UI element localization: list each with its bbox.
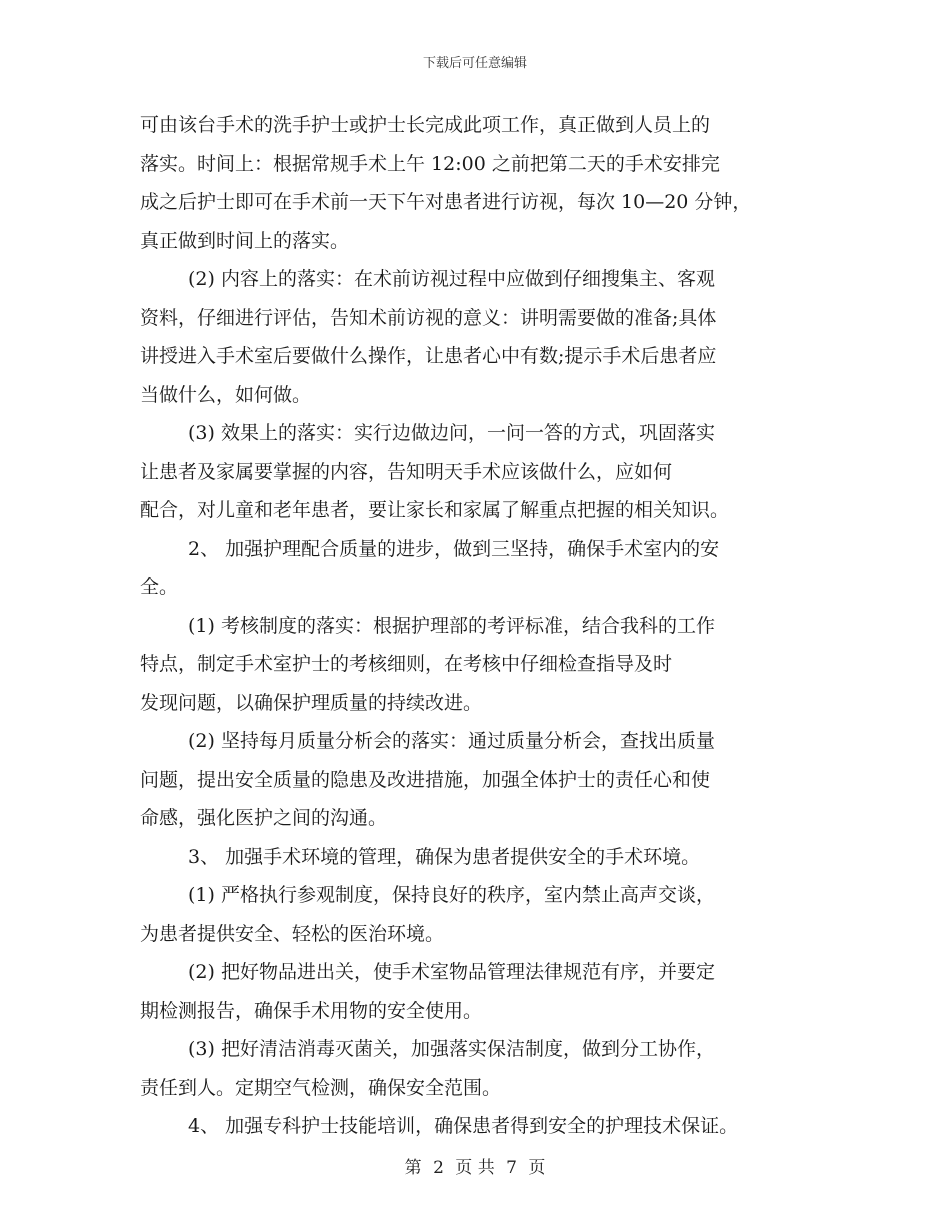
text-line: (3) 把好清洁消毒灭菌关，加强落实保洁制度，做到分工协作， — [188, 1038, 715, 1060]
section-heading: 4、 加强专科护士技能培训，确保患者得到安全的护理技术保证。 — [188, 1115, 739, 1137]
text-line: 讲授进入手术室后要做什么操作，让患者心中有数;提示手术后患者应 — [140, 345, 717, 367]
text-line: 发现问题，以确保护理质量的持续改进。 — [140, 691, 483, 714]
text-line: (1) 考核制度的落实：根据护理部的考评标准，结合我科的工作 — [188, 614, 715, 637]
text-line: 命感，强化医护之间的沟通。 — [140, 807, 388, 829]
footer-prefix: 第 — [404, 1158, 422, 1178]
text-line: 期检测报告，确保手术用物的安全使用。 — [140, 999, 483, 1022]
text-line: (3) 效果上的落实：实行边做边问，一问一答的方式，巩固落实 — [188, 422, 715, 444]
footer-middle: 页 共 — [455, 1158, 495, 1178]
text-line: (1) 严格执行参观制度，保持良好的秩序，室内禁止高声交谈， — [188, 884, 715, 906]
text-line: (2) 内容上的落实：在术前访视过程中应做到仔细搜集主、客观 — [188, 268, 715, 290]
text-line: 落实。时间上：根据常规手术上午 12:00 之前把第二天的手术安排完 — [140, 152, 720, 175]
footer-suffix: 页 — [528, 1158, 546, 1178]
document-body — [140, 106, 820, 1146]
text-line: 真正做到时间上的落实。 — [140, 229, 350, 252]
text-line: 让患者及家属要掌握的内容，告知明天手术应该做什么，应如何 — [140, 460, 673, 483]
text-line: (2) 坚持每月质量分析会的落实：通过质量分析会，查找出质量 — [188, 730, 715, 752]
text-line: 配合，对儿童和老年患者，要让家长和家属了解重点把握的相关知识。 — [140, 499, 730, 521]
text-line: (2) 把好物品进出关，使手术室物品管理法律规范有序，并要定 — [188, 961, 715, 983]
section-heading: 2、 加强护理配合质量的进步，做到三坚持，确保手术室内的安 — [188, 537, 720, 560]
text-line: 特点，制定手术室护士的考核细则，在考核中仔细检查指导及时 — [140, 653, 673, 675]
text-line: 当做什么，如何做。 — [140, 383, 312, 406]
text-line: 成之后护士即可在手术前一天下午对患者进行访视，每次 10—20 分钟， — [140, 191, 752, 213]
page-total: 7 — [506, 1158, 517, 1178]
text-line: 责任到人。定期空气检测，确保安全范围。 — [140, 1076, 502, 1099]
section-heading: 3、 加强手术环境的管理，确保为患者提供安全的手术环境。 — [188, 845, 701, 868]
text-line: 为患者提供安全、轻松的医治环境。 — [140, 922, 445, 945]
text-line: 全。 — [140, 576, 179, 598]
text-line: 可由该台手术的洗手护士或护士长完成此项工作，真正做到人员上的 — [140, 114, 711, 136]
page-number: 2 — [433, 1158, 444, 1178]
page-footer — [0, 1153, 950, 1178]
text-line: 资料，仔细进行评估，告知术前访视的意义：讲明需要做的准备;具体 — [140, 306, 717, 329]
page-header: 下载后可任意编辑 — [422, 56, 527, 71]
text-line: 问题，提出安全质量的隐患及改进措施，加强全体护士的责任心和使 — [140, 768, 711, 791]
